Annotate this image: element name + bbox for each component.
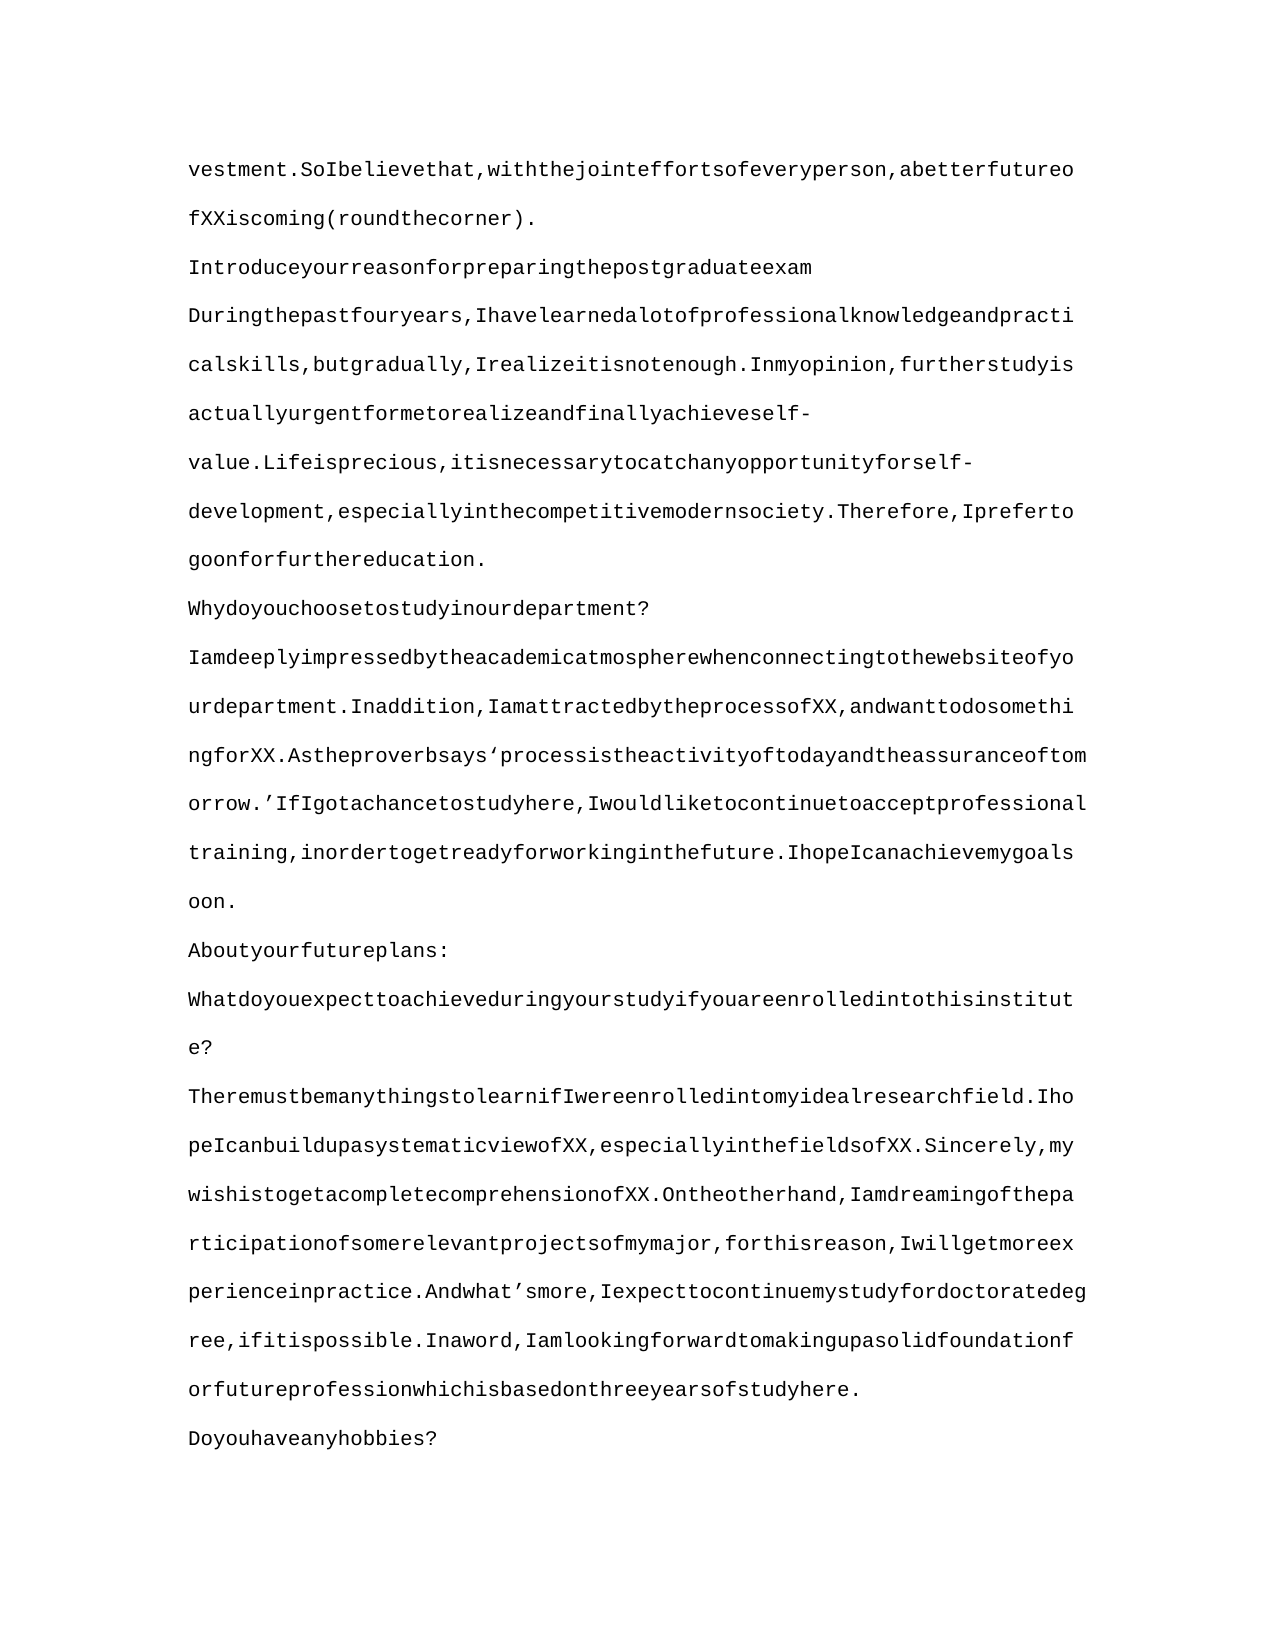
text-line: e? (188, 1038, 213, 1062)
text-line: orrow.’IfIgotachancetostudyhere,Iwouldliketocontinuetoacceptprofessional (188, 794, 1087, 818)
text-line: Iamdeeplyimpressedbytheacademicatmospherewhenconnectingtothewebsiteofyo (188, 647, 1075, 671)
text-line: TheremustbemanythingstolearnifIwereenrolledintomyidealresearchfield.Iho (188, 1087, 1075, 1111)
text-line: Duringthepastfouryears,Ihavelearnedalotofprofessionalknowledgeandpracti (188, 306, 1075, 330)
text-line: Whatdoyouexpecttoachieveduringyourstudyifyouareenrolledintothisinstitut (188, 989, 1075, 1013)
text-line: Doyouhaveanyhobbies? (188, 1428, 438, 1452)
text-line: rticipationofsomerelevantprojectsofmymajor,forthisreason,Iwillgetmoreex (188, 1233, 1075, 1257)
document-text-body (188, 148, 1138, 1466)
text-line: orfutureprofessionwhichisbasedonthreeyearsofstudyhere. (188, 1379, 862, 1403)
text-line: wishistogetacompletecomprehensionofXX.Ontheotherhand,Iamdreamingofthepa (188, 1184, 1075, 1208)
text-line: Introduceyourreasonforpreparingthepostgraduateexam (188, 257, 813, 281)
text-line: ngforXX.Astheproverbsays‘processistheactivityoftodayandtheassuranceoftom (188, 745, 1087, 769)
text-line: goonforfurthereducation. (188, 550, 488, 574)
text-line: urdepartment.Inaddition,IamattractedbytheprocessofXX,andwanttodosomethi (188, 696, 1075, 720)
text-line: peIcanbuildupasystematicviewofXX,especiallyinthefieldsofXX.Sincerely,my (188, 1135, 1075, 1159)
text-line: Aboutyourfutureplans: (188, 940, 451, 964)
text-line: perienceinpractice.Andwhat’smore,Iexpecttocontinuemystudyfordoctoratedeg (188, 1282, 1087, 1306)
text-line: Whydoyouchoosetostudyinourdepartment? (188, 599, 650, 623)
text-line: ree,ifitispossible.Inaword,Iamlookingforwardtomakingupasolidfoundationf (188, 1331, 1075, 1355)
text-line: calskills,butgradually,Irealizeitisnotenough.Inmyopinion,furtherstudyis (188, 355, 1075, 379)
text-line: actuallyurgentformetorealizeandfinallyachieveself- (188, 403, 813, 427)
text-line: fXXiscoming(roundthecorner). (188, 208, 538, 232)
text-line: vestment.SoIbelievethat,withthejointeffortsofeveryperson,abetterfutureo (188, 160, 1075, 183)
text-line: value.Lifeisprecious,itisnecessarytocatchanyopportunityforself- (188, 452, 975, 476)
text-line: training,inordertogetreadyforworkinginthefuture.IhopeIcanachievemygoals (188, 843, 1075, 867)
text-line: oon. (188, 891, 238, 915)
text-line: development,especiallyinthecompetitivemodernsociety.Therefore,Ipreferto (188, 501, 1075, 525)
